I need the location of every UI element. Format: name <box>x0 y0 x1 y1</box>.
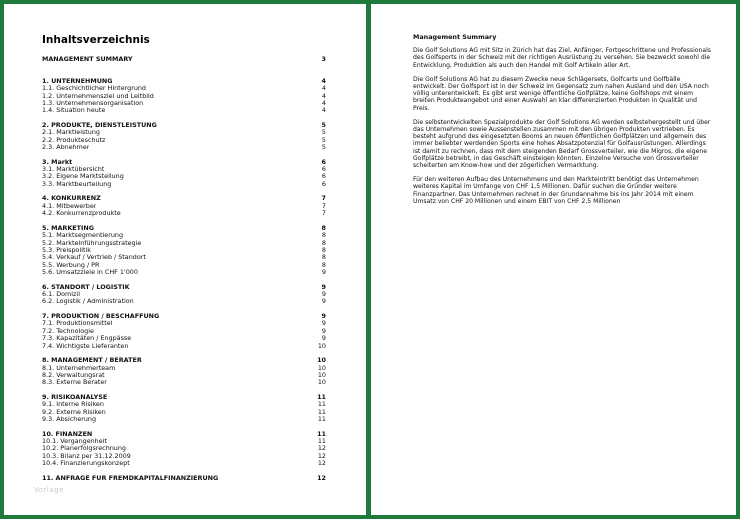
toc-item-label: 10.3. Bilanz per 31.12.2009 <box>42 452 131 460</box>
toc-item[interactable] <box>42 365 326 372</box>
toc-item[interactable] <box>42 269 326 276</box>
toc-page-number: 12 <box>317 459 326 468</box>
toc-page-number: 6 <box>321 179 326 188</box>
toc-item[interactable] <box>42 107 326 114</box>
toc-page-number: 3 <box>321 55 326 63</box>
table-of-contents <box>42 56 326 482</box>
toc-item[interactable] <box>42 291 326 298</box>
toc-page-number: 8 <box>321 223 326 232</box>
toc-page-number: 5 <box>321 143 326 152</box>
toc-page-number: 4 <box>321 98 326 107</box>
summary-paragraph: Die Golf Solutions AG hat zu diesem Zwecke neue Schlägersets, Golfcarts und Golfbälle entwickelt. Der Golfsport ist in der Schweiz im Gegensatz zum nahen Ausland und den USA noch völlig unterentwickelt. Es gibt erst wenige öffentliche Golfplätze, keine Golfshops mit einem breiten Produkteangebot und einer Auswahl an klar differenzierten Produkten in Qualität und Preis. <box>413 75 709 112</box>
toc-page-number: 9 <box>321 326 326 335</box>
toc-item-label: 7.4. Wichtigste Lieferanten <box>42 342 129 350</box>
toc-item-label: 2.1. Marktleistung <box>42 129 100 137</box>
toc-page-number: 4 <box>321 84 326 93</box>
toc-item-label: 2.2. Produkteschutz <box>42 136 106 144</box>
toc-item-label: 6.2. Logistik / Administration <box>42 298 134 306</box>
toc-item[interactable] <box>42 409 326 416</box>
toc-section-label: 2. PRODUKTE, DIENSTLEISTUNG <box>42 121 157 129</box>
toc-item-label: 1.3. Unternehmensorganisation <box>42 99 144 107</box>
toc-section-label: 7. PRODUKTION / BESCHAFFUNG <box>42 313 160 321</box>
toc-item[interactable] <box>42 173 326 180</box>
toc-section[interactable] <box>42 357 326 364</box>
toc-page-number: 10 <box>317 370 326 379</box>
toc-item-label: 4.2. Konkurrenzprodukte <box>42 210 121 218</box>
toc-page-number: 9 <box>321 334 326 343</box>
toc-section[interactable] <box>42 56 326 63</box>
toc-item-label: 3.3. Marktbeurteilung <box>42 180 112 188</box>
toc-page-number: 7 <box>321 194 326 203</box>
toc-item[interactable] <box>42 445 326 452</box>
toc-page-number: 9 <box>321 319 326 328</box>
toc-page-number: 4 <box>321 106 326 115</box>
toc-item[interactable] <box>42 85 326 92</box>
toc-section[interactable] <box>42 225 326 232</box>
toc-page-number: 7 <box>321 209 326 218</box>
toc-item[interactable] <box>42 240 326 247</box>
toc-page-number: 6 <box>321 165 326 174</box>
toc-section-label: 3. Markt <box>42 158 73 166</box>
toc-item[interactable] <box>42 254 326 261</box>
toc-section-label: 1. UNTERNEHMUNG <box>42 77 113 85</box>
toc-page-number: 4 <box>321 91 326 100</box>
toc-page-number: 5 <box>321 120 326 129</box>
toc-page-number: 9 <box>321 290 326 299</box>
toc-item-label: 7.2. Technologie <box>42 327 94 335</box>
toc-item[interactable] <box>42 166 326 173</box>
toc-section-label: 9. RISIKOANALYSE <box>42 393 108 401</box>
toc-section[interactable] <box>42 475 326 482</box>
toc-item[interactable] <box>42 247 326 254</box>
toc-item[interactable] <box>42 262 326 269</box>
toc-item[interactable] <box>42 372 326 379</box>
toc-item-label: 5.1. Marktsegmentierung <box>42 232 124 240</box>
toc-item-label: 8.3. Externe Berater <box>42 379 107 387</box>
toc-item-label: 4.1. Mitbewerber <box>42 202 97 210</box>
toc-item[interactable] <box>42 100 326 107</box>
toc-page-number: 11 <box>317 429 326 438</box>
toc-item[interactable] <box>42 129 326 136</box>
toc-item-label: 5.6. Umsatzziele in CHF 1'000 <box>42 269 138 277</box>
toc-page-number: 6 <box>321 172 326 181</box>
toc-page-number: 11 <box>317 400 326 409</box>
summary-title: Management Summary <box>413 33 497 41</box>
toc-item[interactable] <box>42 438 326 445</box>
toc-page-number: 9 <box>321 297 326 306</box>
toc-item-label: 10.2. Planerfolgsrechnung <box>42 445 126 453</box>
management-summary <box>413 34 713 212</box>
toc-item[interactable] <box>42 379 326 386</box>
toc-section[interactable] <box>42 159 326 166</box>
toc-item[interactable] <box>42 210 326 217</box>
toc-item-label: 5.4. Verkauf / Vertrieb / Standort <box>42 254 146 262</box>
toc-item[interactable] <box>42 144 326 151</box>
toc-page-number: 11 <box>317 437 326 446</box>
toc-section[interactable] <box>42 431 326 438</box>
toc-section[interactable] <box>42 394 326 401</box>
toc-item-label: 5.5. Werbung / PR <box>42 261 100 269</box>
toc-page-number: 10 <box>317 378 326 387</box>
toc-page-number: 11 <box>317 392 326 401</box>
toc-section[interactable] <box>42 313 326 320</box>
toc-page-number: 12 <box>317 444 326 453</box>
toc-item[interactable] <box>42 401 326 408</box>
toc-page-number: 8 <box>321 238 326 247</box>
toc-section-label: 5. MARKETING <box>42 224 94 232</box>
toc-page-number: 8 <box>321 253 326 262</box>
toc-section[interactable] <box>42 78 326 85</box>
toc-page-number: 7 <box>321 201 326 210</box>
toc-item[interactable] <box>42 137 326 144</box>
toc-item-label: 3.2. Eigene Marktstellung <box>42 173 124 181</box>
toc-item-label: 2.3. Abnehmer <box>42 144 90 152</box>
toc-item-label: 5.2. Markteinführungsstrategie <box>42 239 142 247</box>
toc-item[interactable] <box>42 460 326 467</box>
toc-item-label: 1.1. Geschichtlicher Hintergrund <box>42 85 146 93</box>
toc-item-label: 8.2. Verwaltungsrat <box>42 371 105 379</box>
toc-page-number: 10 <box>317 341 326 350</box>
toc-item[interactable] <box>42 416 326 423</box>
toc-page-number: 6 <box>321 157 326 166</box>
toc-item[interactable] <box>42 335 326 342</box>
toc-section[interactable] <box>42 122 326 129</box>
toc-page-number: 10 <box>317 363 326 372</box>
toc-section-label: 11. ANFRAGE FÜR FREMDKAPITALFINANZIERUNG <box>42 474 219 482</box>
toc-item-label: 1.2. Unternehmensziel und Leitbild <box>42 92 154 100</box>
toc-item-label: 9.2. Externe Risiken <box>42 408 106 416</box>
toc-item[interactable] <box>42 181 326 188</box>
toc-section[interactable] <box>42 195 326 202</box>
toc-page-number: 9 <box>321 268 326 277</box>
toc-section-label: 4. KONKURRENZ <box>42 195 101 203</box>
toc-title: Inhaltsverzeichnis <box>42 34 150 46</box>
toc-page-number: 8 <box>321 231 326 240</box>
toc-item[interactable] <box>42 93 326 100</box>
toc-item[interactable] <box>42 320 326 327</box>
toc-item[interactable] <box>42 298 326 305</box>
toc-section-label: 10. FINANZEN <box>42 430 93 438</box>
toc-item-label: 9.3. Absicherung <box>42 416 97 424</box>
toc-item[interactable] <box>42 232 326 239</box>
toc-page-number: 8 <box>321 245 326 254</box>
toc-item[interactable] <box>42 343 326 350</box>
toc-item-label: 7.3. Kapazitäten / Engpässe <box>42 335 132 343</box>
toc-page-number: 4 <box>321 76 326 85</box>
toc-item[interactable] <box>42 328 326 335</box>
toc-page <box>4 4 366 515</box>
toc-item-label: 6.1. Domizil <box>42 291 80 299</box>
toc-item-label: 10.4. Finanzierungskonzept <box>42 460 130 468</box>
toc-page-number: 12 <box>317 451 326 460</box>
toc-item-label: 10.1. Vergangenheit <box>42 438 107 446</box>
summary-paragraph: Für den weiteren Aufbau des Unternehmens und den Markteintritt benötigt das Unternehmen weiteres Kapital im Umfange von CHF 1,5 Millionen. Dafür suchen die Gründer weitere Finanzpartner. Das Unternehmen rechnet in der Grundannahme bis ins Jahr 2014 mit einem Umsatz von CHF 20 Millionen und einem EBIT von CHF 2,5 Millionen <box>413 176 699 205</box>
toc-page-number: 5 <box>321 135 326 144</box>
toc-page-number: 9 <box>321 312 326 321</box>
toc-page-number: 11 <box>317 407 326 416</box>
watermark: Vorlage <box>34 486 64 494</box>
toc-page-number: 12 <box>317 473 326 482</box>
toc-item-label: 5.3. Preispolitik <box>42 246 91 254</box>
toc-item-label: 1.4. Situation heute <box>42 107 106 115</box>
toc-page-number: 10 <box>317 356 326 365</box>
toc-page-number: 11 <box>317 415 326 424</box>
toc-section-label: MANAGEMENT SUMMARY <box>42 56 133 63</box>
toc-item-label: 7.1. Produktionsmittel <box>42 320 113 328</box>
summary-paragraph: Die selbstentwickelten Spezialprodukte der Golf Solutions AG werden selbstehergestellt und über das Unternehmen sowie Aussenstellen zusammen mit den übrigen Produkten vertrieben. Es besteht aufgrund des eingesetzten Booms an neuen öffentlichen Golfplätzen und allgemein des immer beliebter werdenden Sports eine hohes Absatzpotenzial für Golfausrüstungen. Allerdings ist damit zu rechnen, dass mit dem steigenden Bedarf Grossverteiler, wie die Migros, die eigene Golfplätze betreibt, in das Geschäft einsteigen könnten. Einzelne Versuche von Grossverteiler scheiterten am Know-how und der zögerlichen Vermarktung. <box>413 118 711 170</box>
toc-page-number: 8 <box>321 260 326 269</box>
toc-page-number: 5 <box>321 128 326 137</box>
toc-item[interactable] <box>42 453 326 460</box>
toc-item-label: 9.1. Interne Risiken <box>42 401 104 409</box>
toc-item-label: 3.1. Marktübersicht <box>42 166 105 174</box>
toc-section-label: 8. MANAGEMENT / BERATER <box>42 357 142 365</box>
toc-section-label: 6. STANDORT / LOGISTIK <box>42 283 130 291</box>
summary-paragraph: Die Golf Solutions AG mit Sitz in Zürich hat das Ziel, Anfänger, Fortgeschrittene und Professionals des Golfsports in der Schweiz mit der richtigen Ausrüstung zu versehen. Sie bezweckt sowohl die Entwicklung, Produktion als auch den Handel mit Golf Artikeln aller Art. <box>413 47 711 69</box>
toc-section[interactable] <box>42 284 326 291</box>
toc-item[interactable] <box>42 203 326 210</box>
toc-page-number: 9 <box>321 282 326 291</box>
summary-page <box>371 4 736 515</box>
toc-item-label: 8.1. Unternehmerteam <box>42 364 116 372</box>
